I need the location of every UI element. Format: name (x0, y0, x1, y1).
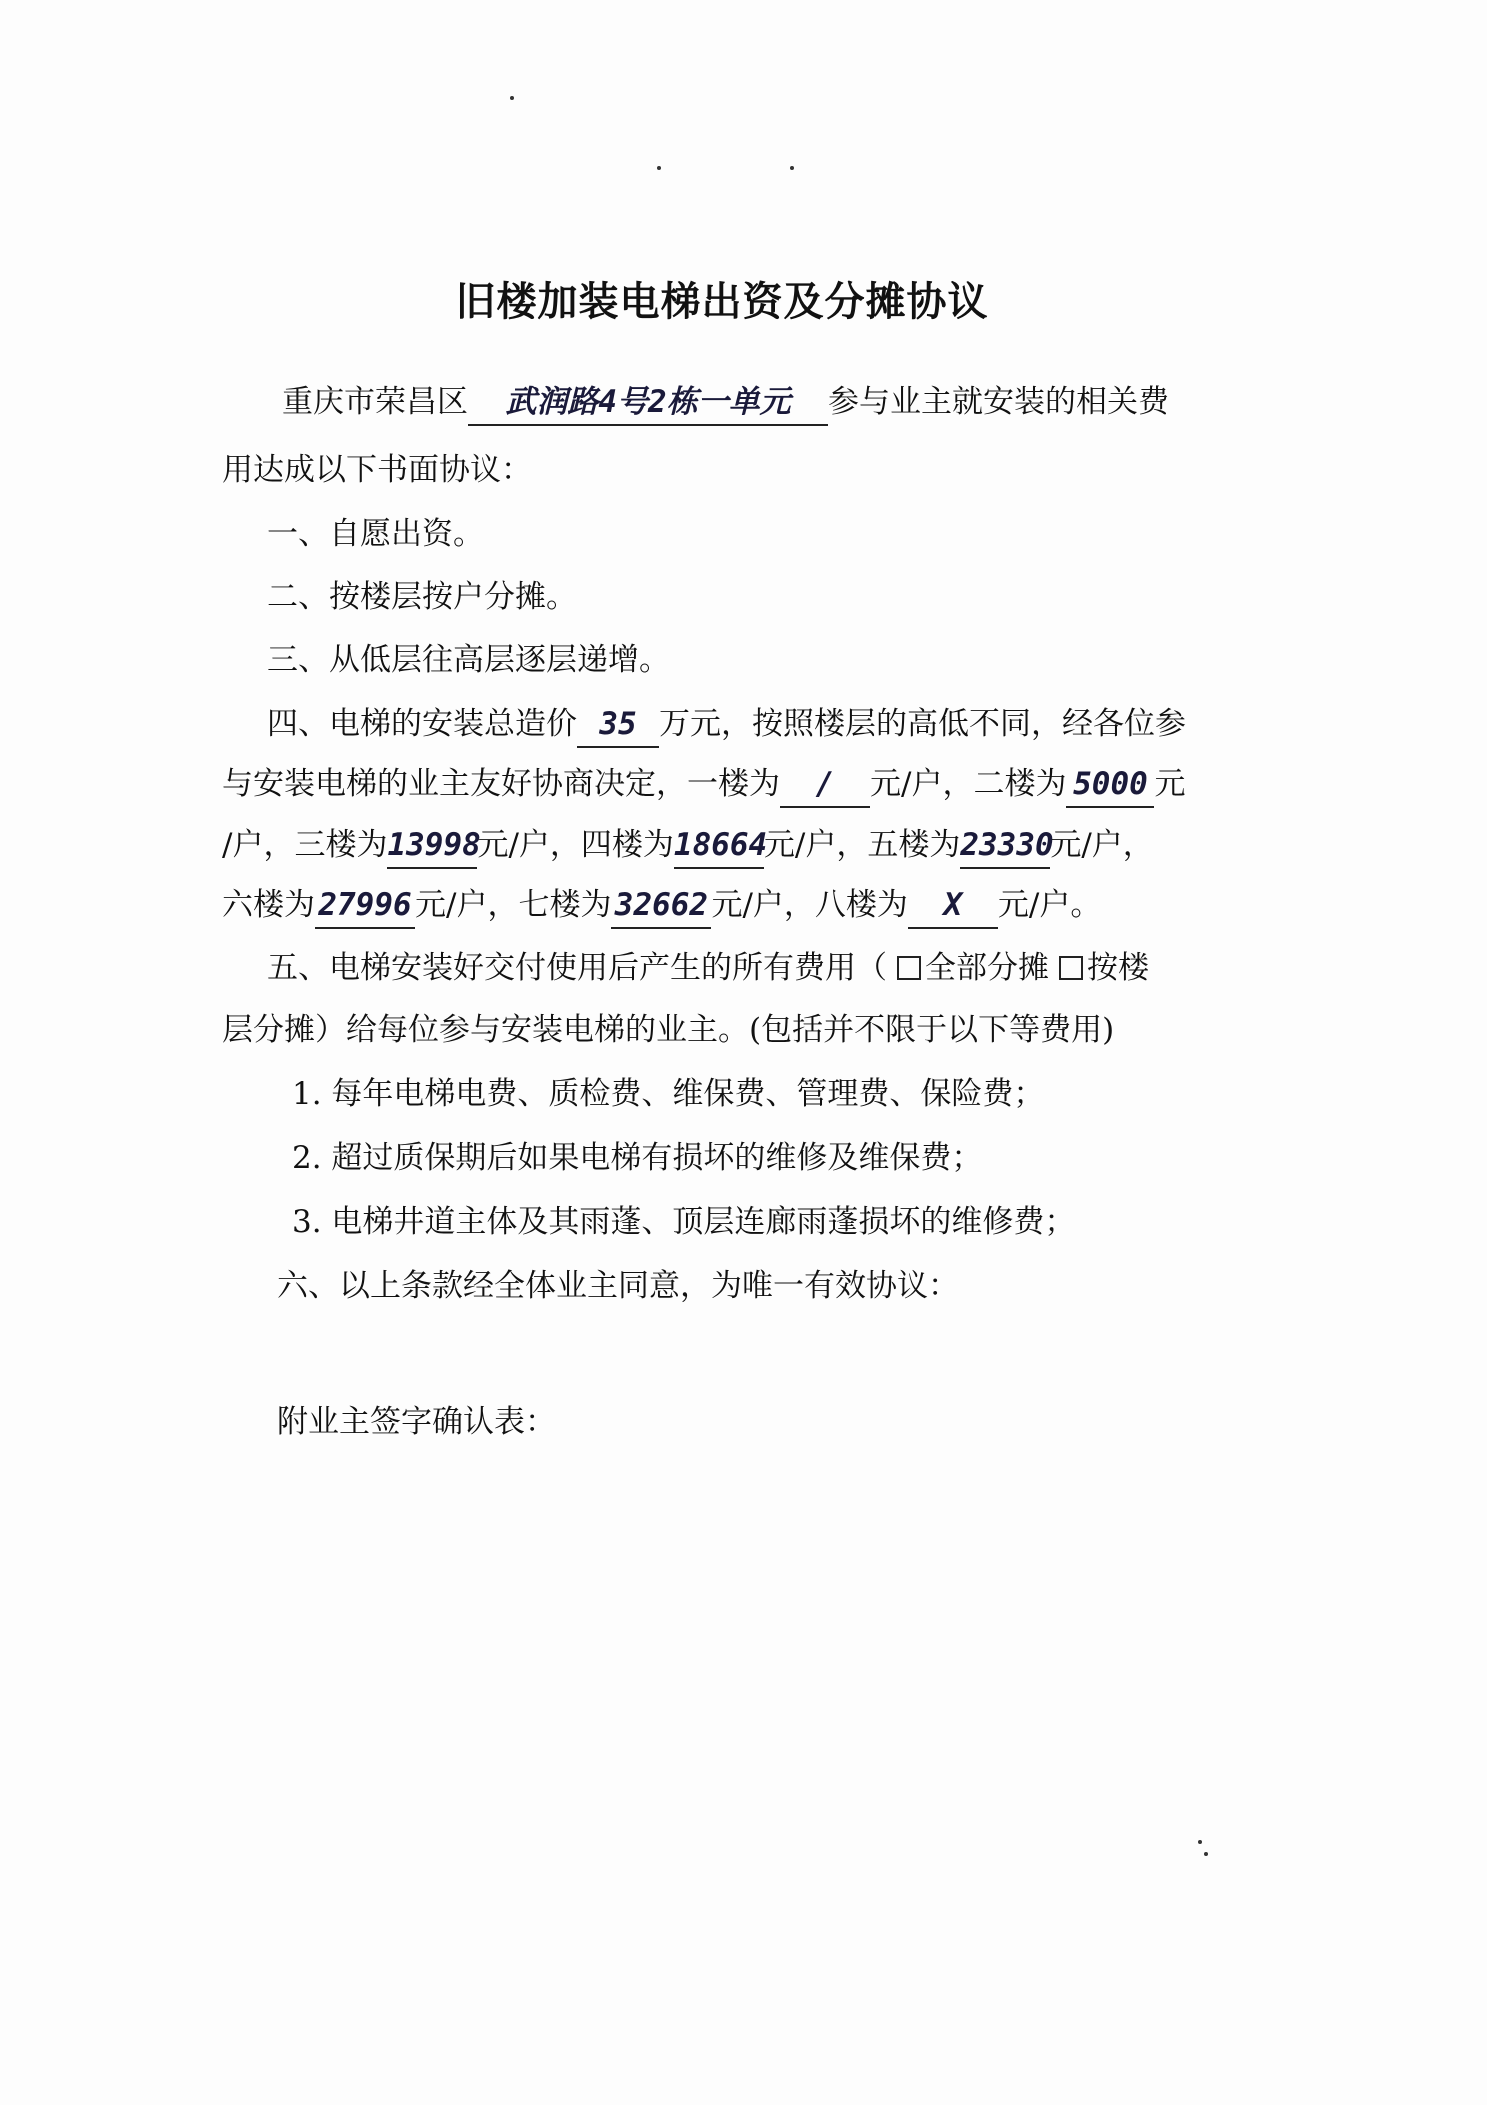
clause-5-line-1 (267, 946, 1149, 990)
clause-6: 六、以上条款经全体业主同意，为唯一有效协议： (277, 1268, 959, 1304)
clause-4-text: 元/户。 (997, 887, 1102, 923)
scan-speck (657, 166, 661, 170)
option-all-share-label: 全部分摊 (925, 950, 1049, 986)
page-title: 旧楼加装电梯出资及分摊协议 (455, 279, 989, 325)
intro-line-2: 用达成以下书面协议： (222, 452, 532, 488)
intro-prefix: 重庆市荣昌区 (282, 384, 468, 420)
checkbox-by-floor[interactable] (1059, 956, 1083, 980)
address-handwritten: 武润路4号2栋一单元 (468, 380, 828, 426)
clause-1: 一、自愿出资。 (267, 516, 484, 552)
attachment-note: 附业主签字确认表： (277, 1404, 556, 1440)
clause-4-text: 元/户，四楼为 (477, 827, 674, 863)
intro-line-1 (282, 380, 1169, 426)
intro-suffix: 参与业主就安装的相关费 (828, 384, 1169, 420)
scan-speck (1204, 1852, 1208, 1856)
floor-2-price: 5000 (1066, 762, 1154, 808)
clause-4-text: 元 (1154, 766, 1186, 802)
scan-speck (510, 96, 514, 100)
clause-4-text: 四、电梯的安装总造价 (267, 706, 577, 742)
clause-4-line-1 (267, 702, 1186, 748)
scan-speck (1198, 1840, 1202, 1844)
floor-5-price: 23330 (960, 823, 1050, 869)
clause-4-text: 元/户，八楼为 (711, 887, 908, 923)
scan-speck (790, 166, 794, 170)
checkbox-all-share[interactable] (897, 956, 921, 980)
clause-4-line-2 (222, 762, 1185, 808)
clause-4-line-4 (222, 883, 1101, 929)
option-by-floor-label: 按楼 (1087, 950, 1149, 986)
clause-4-text: 万元，按照楼层的高低不同，经各位参 (659, 706, 1186, 742)
floor-3-price: 13998 (387, 823, 477, 869)
clause-3: 三、从低层往高层逐层递增。 (267, 642, 670, 678)
clause-4-text: 元/户，五楼为 (763, 827, 961, 863)
total-price-handwritten: 35 (577, 702, 659, 748)
clause-4-text: 与安装电梯的业主友好协商决定，一楼为 (222, 766, 780, 802)
clause-5-item-2: 2. 超过质保期后如果电梯有损坏的维修及维保费； (292, 1140, 983, 1176)
clause-4-text: 六楼为 (222, 887, 315, 923)
clause-4-line-3 (222, 823, 1154, 869)
clause-5-text: 五、电梯安装好交付使用后产生的所有费用（ (267, 950, 887, 986)
clause-2: 二、按楼层按户分摊。 (267, 579, 577, 615)
floor-1-price: / (780, 762, 870, 808)
clause-4-text: 元/户，七楼为 (415, 887, 612, 923)
floor-8-price: X (908, 883, 998, 929)
clause-5-item-1: 1. 每年电梯电费、质检费、维保费、管理费、保险费； (292, 1076, 1045, 1112)
floor-4-price: 18664 (674, 823, 764, 869)
clause-4-text: 元/户， (1050, 827, 1154, 863)
floor-7-price: 32662 (611, 883, 711, 929)
clause-4-text: /户，三楼为 (222, 827, 388, 863)
clause-4-text: 元/户，二楼为 (870, 766, 1067, 802)
floor-6-price: 27996 (315, 883, 415, 929)
clause-5-item-3: 3. 电梯井道主体及其雨蓬、顶层连廊雨蓬损坏的维修费； (292, 1204, 1076, 1240)
clause-5-line-2: 层分摊）给每位参与安装电梯的业主。(包括并不限于以下等费用) (222, 1012, 1115, 1048)
